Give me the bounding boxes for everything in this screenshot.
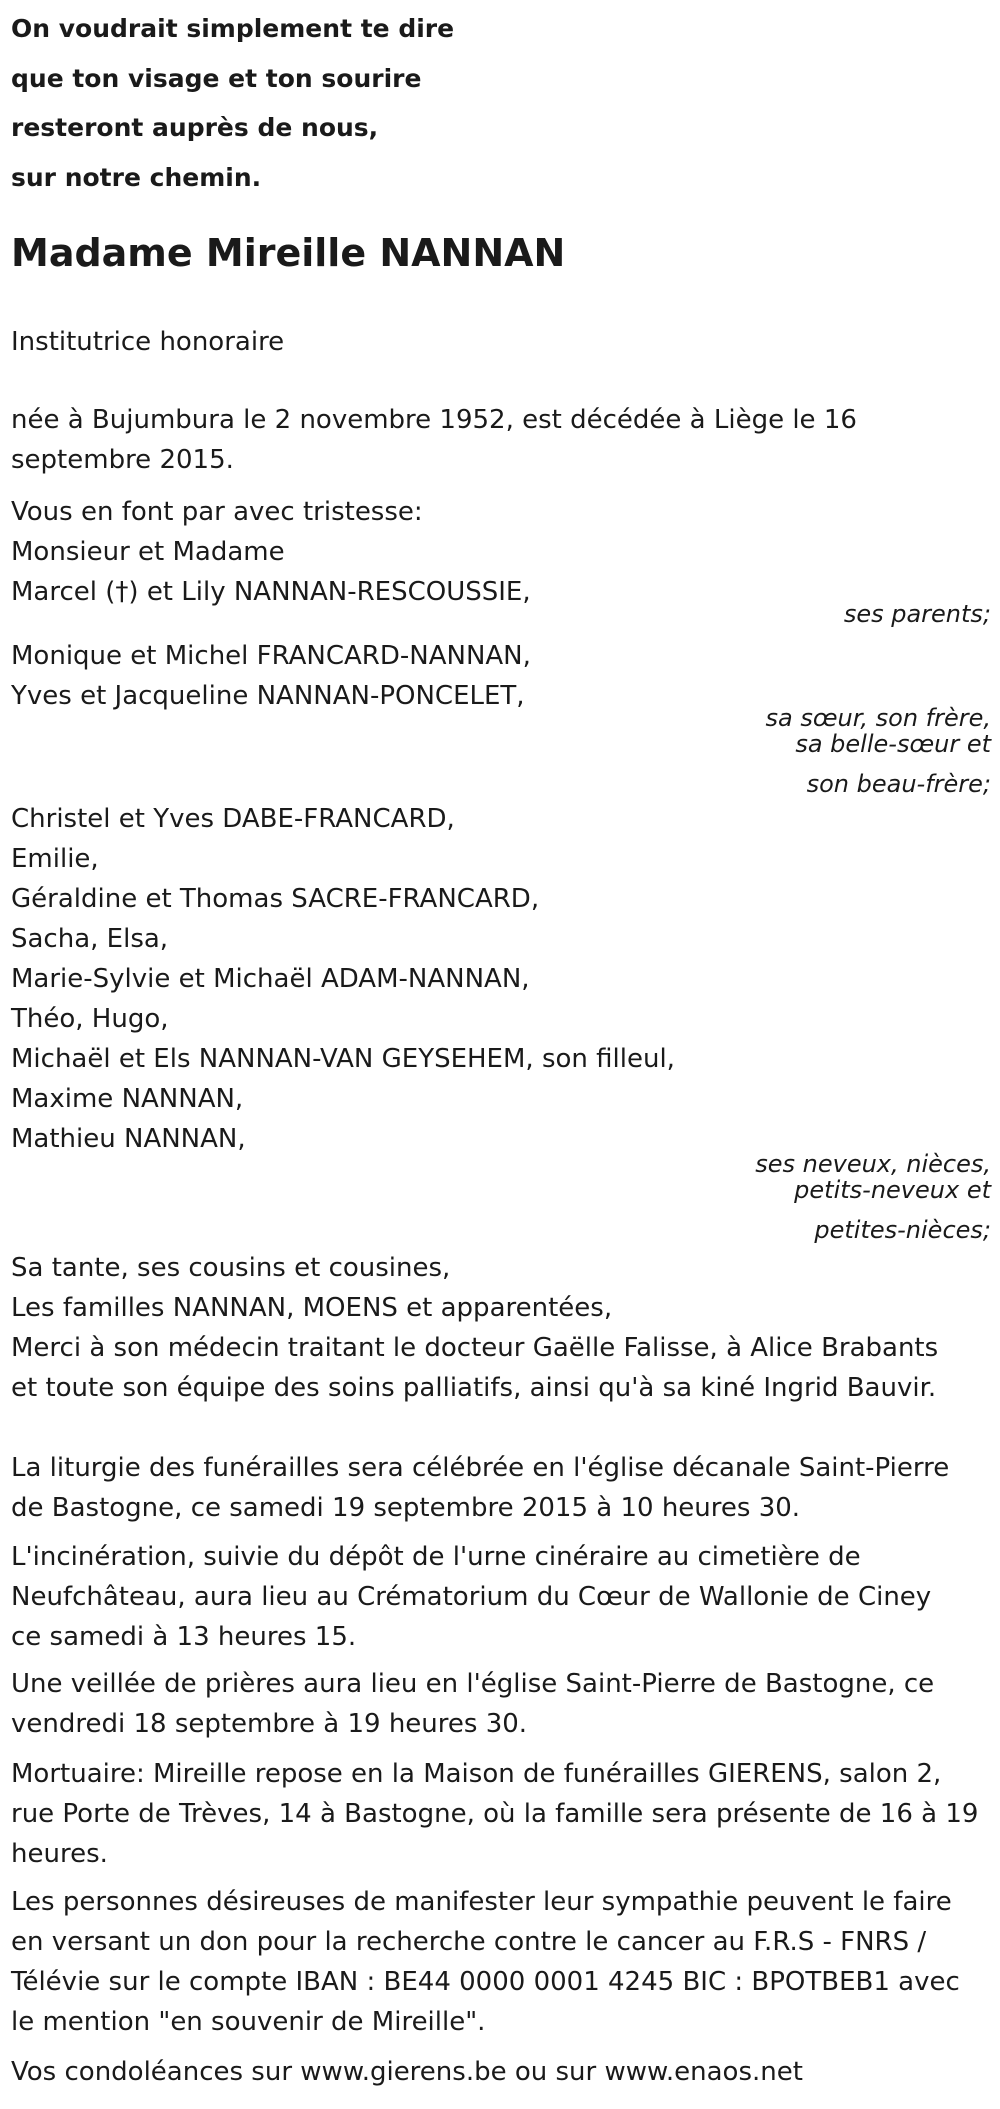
siblings-relation xyxy=(765,705,991,797)
relation-line: sa belle-sœur et xyxy=(795,730,991,758)
text-line: Marcel (†) et Lily NANNAN-RESCOUSSIE, xyxy=(11,577,531,607)
text-line: La liturgie des funérailles sera célébrée en l'église décanale Saint-Pierre xyxy=(11,1453,950,1483)
text-line: septembre 2015. xyxy=(11,445,234,475)
poem xyxy=(11,4,454,202)
nephews-names xyxy=(11,799,675,1159)
poem-line: resteront auprès de nous, xyxy=(11,113,379,142)
relation-line: ses neveux, nièces, xyxy=(755,1150,991,1178)
liturgy-paragraph xyxy=(11,1448,949,1528)
relation-line: petites-nièces; xyxy=(814,1216,991,1244)
text-line: Yves et Jacqueline NANNAN-PONCELET, xyxy=(11,681,525,711)
text-line: née à Bujumbura le 2 novembre 1952, est décédée à Liège le 16 xyxy=(11,405,857,435)
text-line: Une veillée de prières aura lieu en l'église Saint-Pierre de Bastogne, ce xyxy=(11,1669,935,1699)
profession: Institutrice honoraire xyxy=(11,327,285,357)
siblings-names xyxy=(11,636,531,716)
text-line: Emilie, xyxy=(11,844,99,874)
birth-death xyxy=(11,400,857,480)
announcement-intro: Vous en font par avec tristesse: xyxy=(11,497,423,527)
poem-line: que ton visage et ton sourire xyxy=(11,63,422,93)
relation-line: sa sœur, son frère, xyxy=(765,704,991,732)
relation-line: petits-neveux et xyxy=(794,1176,991,1204)
poem-line: On voudrait simplement te dire xyxy=(11,14,455,43)
text-line: Monsieur et Madame xyxy=(11,537,285,567)
text-line: Sa tante, ses cousins et cousines, xyxy=(11,1253,451,1283)
text-line: le mention "en souvenir de Mireille". xyxy=(11,2007,486,2037)
text-line: Mathieu NANNAN, xyxy=(11,1124,246,1154)
text-line: Théo, Hugo, xyxy=(11,1004,169,1034)
poem-line: sur notre chemin. xyxy=(11,162,262,192)
text-line: Monique et Michel FRANCARD-NANNAN, xyxy=(11,641,531,671)
text-line: Christel et Yves DABE-FRANCARD, xyxy=(11,804,455,834)
text-line: Télévie sur le compte IBAN : BE44 0000 0001 4245 BIC : BPOTBEB1 avec xyxy=(11,1967,960,1997)
mortuary-paragraph xyxy=(11,1754,978,1874)
vigil-paragraph xyxy=(11,1664,934,1744)
text-line: de Bastogne, ce samedi 19 septembre 2015 à 10 heures 30. xyxy=(11,1493,801,1523)
condolences-line: Vos condoléances sur www.gierens.be ou sur www.enaos.net xyxy=(11,2057,803,2087)
text-line: Marie-Sylvie et Michaël ADAM-NANNAN, xyxy=(11,964,530,994)
text-line: Merci à son médecin traitant le docteur Gaëlle Falisse, à Alice Brabants xyxy=(11,1333,939,1363)
text-line: Sacha, Elsa, xyxy=(11,924,169,954)
text-line: Les personnes désireuses de manifester leur sympathie peuvent le faire xyxy=(11,1887,952,1917)
text-line: heures. xyxy=(11,1839,108,1869)
text-line: Neufchâteau, aura lieu au Crématorium du Cœur de Wallonie de Ciney xyxy=(11,1582,932,1612)
text-line: et toute son équipe des soins palliatifs, ainsi qu'à sa kiné Ingrid Bauvir. xyxy=(11,1373,937,1403)
parents-relation: ses parents; xyxy=(843,600,991,628)
family-and-thanks xyxy=(11,1248,938,1408)
text-line: Mortuaire: Mireille repose en la Maison de funérailles GIERENS, salon 2, xyxy=(11,1759,942,1789)
text-line: Les familles NANNAN, MOENS et apparentées, xyxy=(11,1293,613,1323)
text-line: ce samedi à 13 heures 15. xyxy=(11,1622,357,1652)
text-line: Michaël et Els NANNAN-VAN GEYSEHEM, son filleul, xyxy=(11,1044,675,1074)
nephews-relation xyxy=(755,1151,991,1243)
text-line: vendredi 18 septembre à 19 heures 30. xyxy=(11,1709,528,1739)
parents-names xyxy=(11,532,531,612)
cremation-paragraph xyxy=(11,1537,931,1657)
relation-line: son beau-frère; xyxy=(806,770,991,798)
text-line: Géraldine et Thomas SACRE-FRANCARD, xyxy=(11,884,540,914)
text-line: en versant un don pour la recherche contre le cancer au F.R.S - FNRS / xyxy=(11,1927,927,1957)
text-line: rue Porte de Trèves, 14 à Bastogne, où la famille sera présente de 16 à 19 xyxy=(11,1799,979,1829)
deceased-name: Madame Mireille NANNAN xyxy=(11,231,566,275)
text-line: L'incinération, suivie du dépôt de l'urne cinéraire au cimetière de xyxy=(11,1542,861,1572)
donation-paragraph xyxy=(11,1882,960,2042)
text-line: Maxime NANNAN, xyxy=(11,1084,244,1114)
